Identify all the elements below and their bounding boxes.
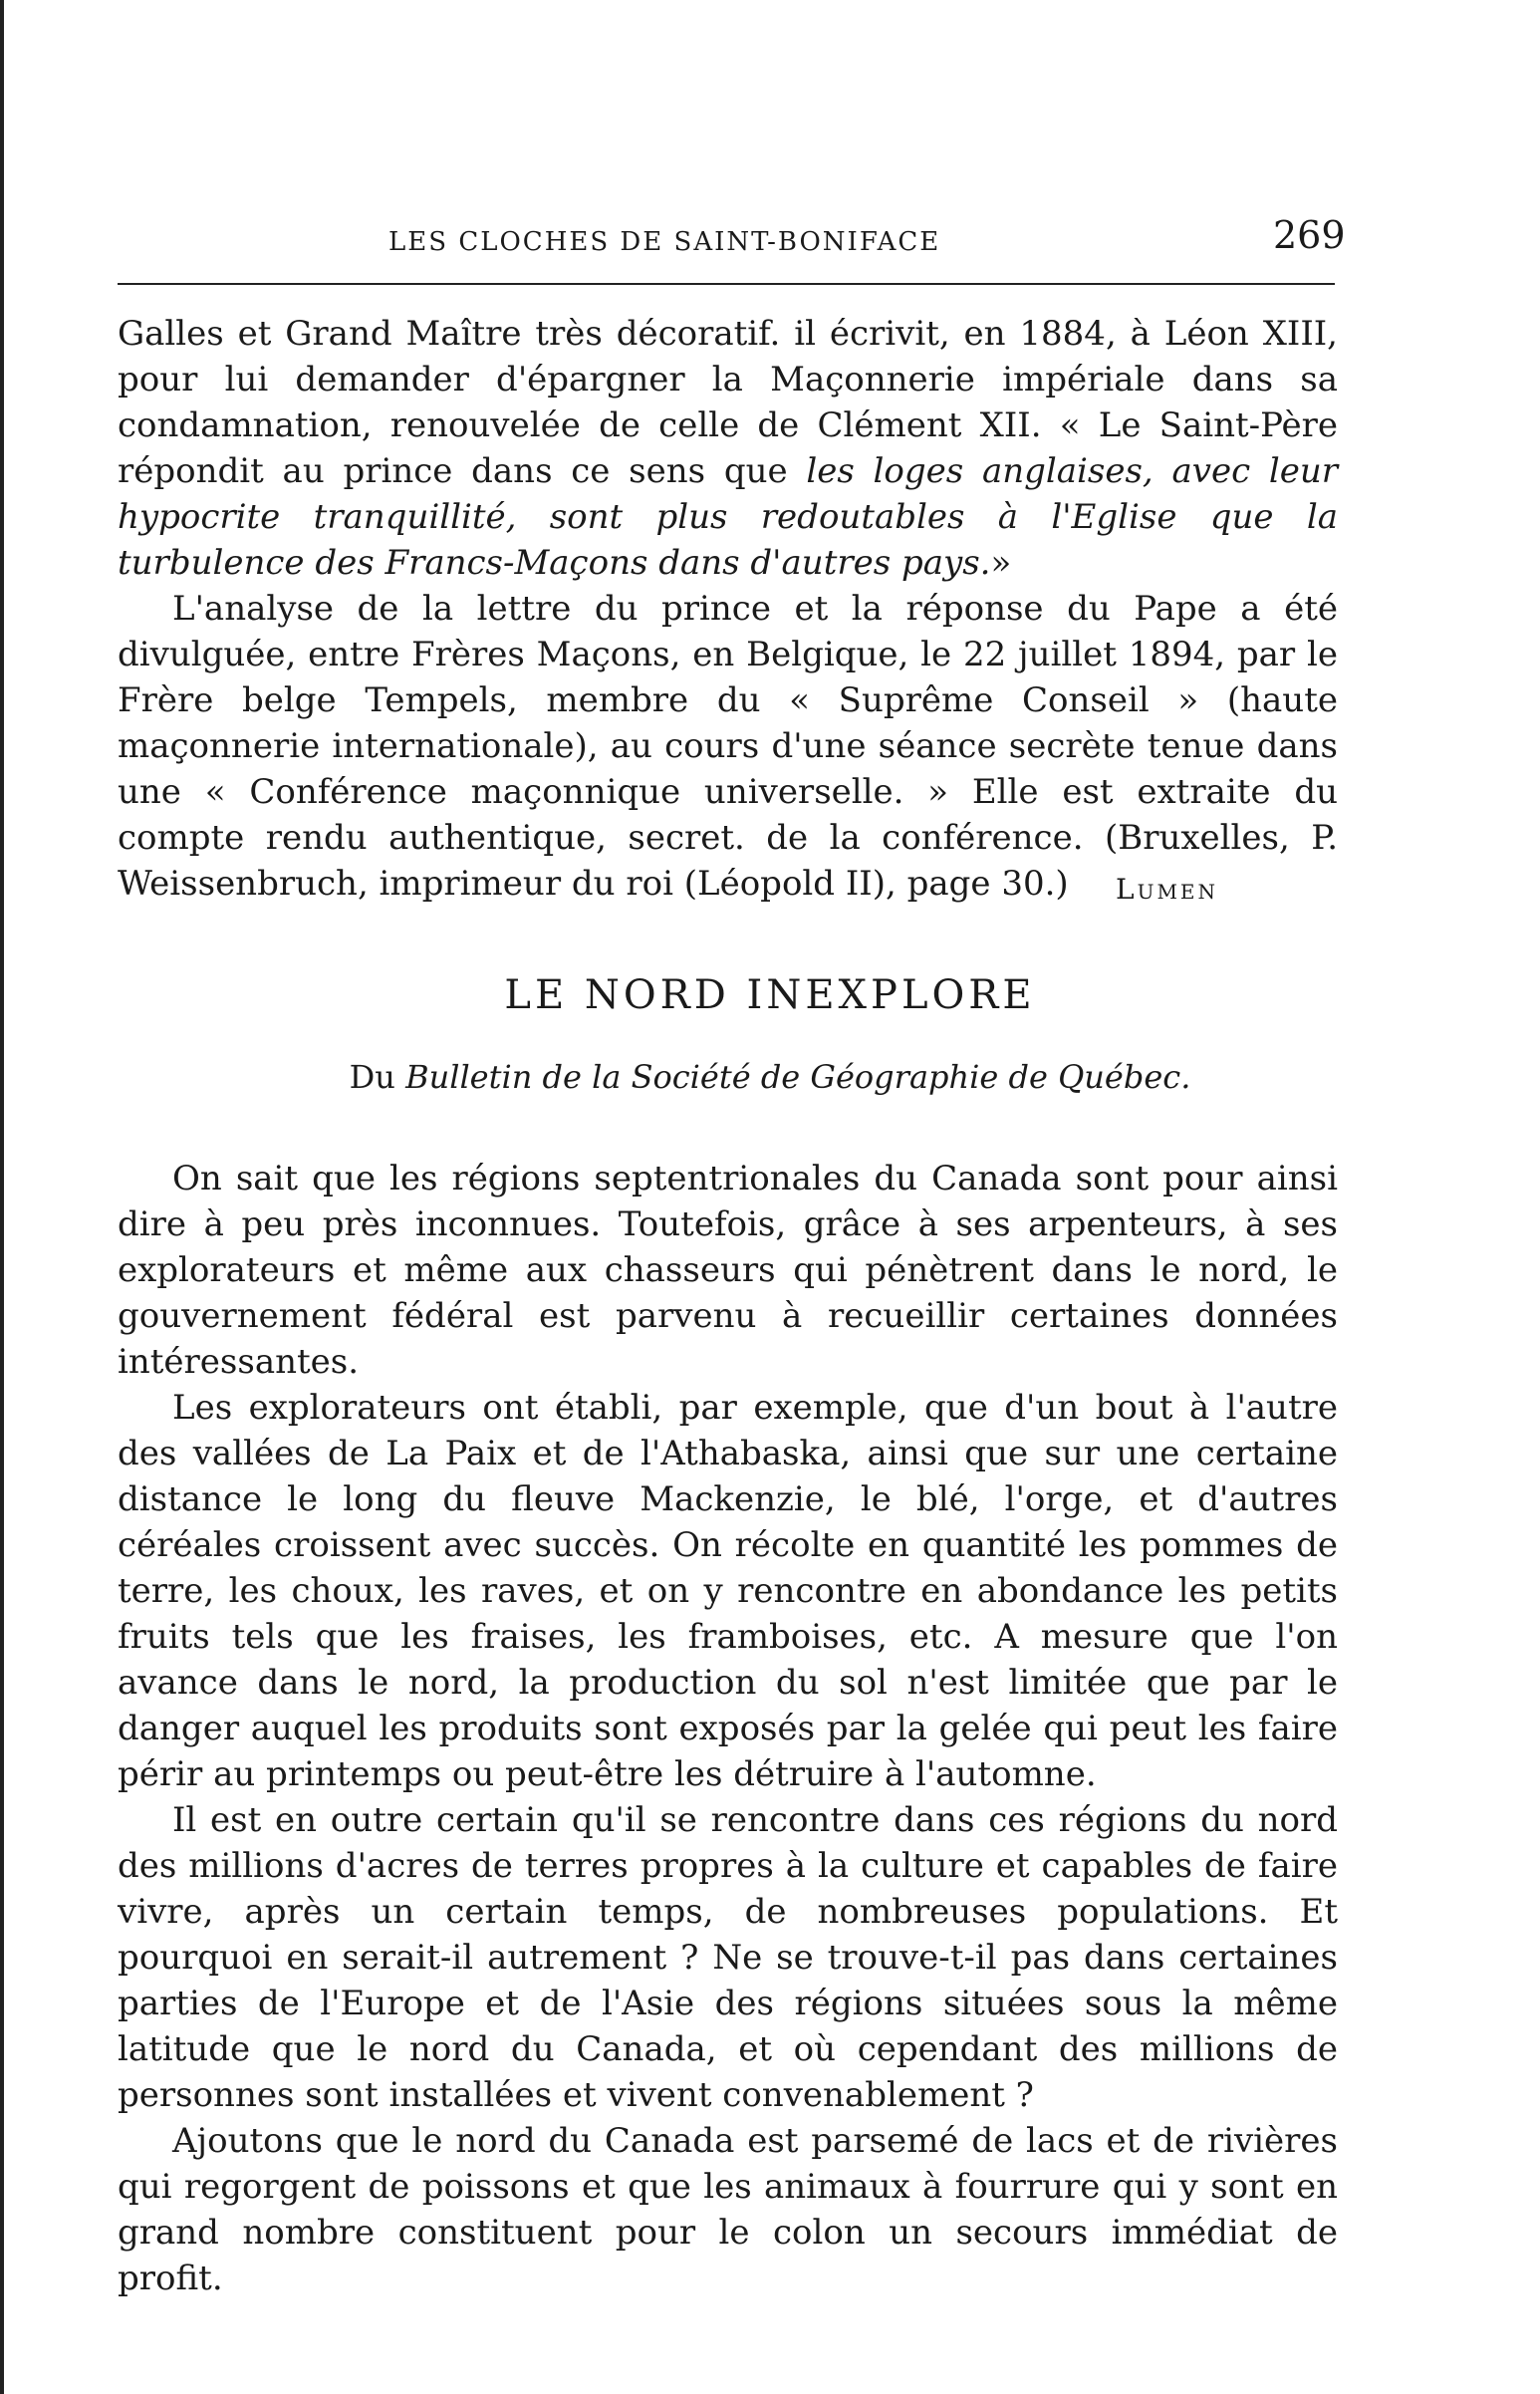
quote-close: » <box>990 543 1012 583</box>
first-article-body <box>118 311 1338 907</box>
header-rule <box>118 283 1335 285</box>
article-source <box>0 1058 1540 1096</box>
source-prefix: Du <box>349 1058 406 1096</box>
source-publication: Bulletin de la Société de Géographie de Québec. <box>405 1058 1191 1096</box>
second-article-body <box>118 1156 1338 2301</box>
first-article-paragraph-1 <box>118 311 1338 586</box>
first-article-paragraph-2: L'analyse de la lettre du prince et la réponse du Pape a été divulguée, entre Frères Maçons, en Belgique, le 22 juillet 1894, par le Frère belge Tempels, membre du « Suprême Conseil » (haute maçonnerie internationale), au cours d'une séance secrète tenue dans une « Conférence maçonnique universelle. » Elle est extraite du compte rendu authentique, secret. de la conférence. (Bruxelles, P. Weissenbruch, imprimeur du roi (Léopold II), page 30.) <box>118 589 1338 904</box>
article-paragraph-2: Les explorateurs ont établi, par exemple, que d'un bout à l'autre des vallées de La Paix et de l'Athabaska, ainsi que sur une certaine distance le long du fleuve Mackenzie, le blé, l'orge, et d'autres céréales croissent avec succès. On récolte en quantité les pommes de terre, les choux, les raves, et on y rencontre en abondance les petits fruits tels que les fraises, les framboises, etc. A mesure que l'on avance dans le nord, la production du sol n'est limitée que par le danger auquel les produits sont exposés par la gelée qui peut les faire périr au printemps ou peut-être les détruire à l'automne. <box>118 1388 1338 1794</box>
author-signature: Lumen <box>1116 873 1219 906</box>
article-title: LE NORD INEXPLORE <box>504 972 1036 1018</box>
papal-quote: les loges anglaises, avec leur hypocrite tranquillité, sont plus redoutables à l'Eglise que la turbulence des Francs-Maçons dans d'autres pays. <box>118 451 1339 583</box>
page-number: 269 <box>1273 213 1346 257</box>
article-paragraph-1: On sait que les régions septentrionales du Canada sont pour ainsi dire à peu près inconnues. Toutefois, grâce à ses arpenteurs, à ses explorateurs et même aux chasseurs qui pénètrent dans le nord, le gouvernement fédéral est parvenu à recueillir certaines données intéressantes. <box>118 1159 1338 1382</box>
paragraph-1-text: Galles et Grand Maître très décoratif. il écrivit, en 1884, à Léon XIII, pour lui demander d'épargner la Maçonnerie impériale dans sa condamnation, renouvelée de celle de Clément XII. « Le Saint-Père répondit au prince dans ce sens que <box>118 314 1338 491</box>
article-paragraph-3: Il est en outre certain qu'il se rencontre dans ces régions du nord des millions d'acres de terres propres à la culture et capables de faire vivre, après un certain temps, de nombreuses populations. Et pourquoi en serait-il autrement ? Ne se trouve-t-il pas dans certaines parties de l'Europe et de l'Asie des régions situées sous la même latitude que le nord du Canada, et où cependant des millions de personnes sont installées et vivent convenablement ? <box>118 1800 1338 2115</box>
running-title: LES CLOCHES DE SAINT-BONIFACE <box>388 227 941 257</box>
page-spine-edge <box>0 0 4 2394</box>
article-paragraph-4: Ajoutons que le nord du Canada est parsemé de lacs et de rivières qui regorgent de poissons et que les animaux à fourrure qui y sont en grand nombre constituent pour le colon un secours immédiat de profit. <box>118 2121 1338 2298</box>
